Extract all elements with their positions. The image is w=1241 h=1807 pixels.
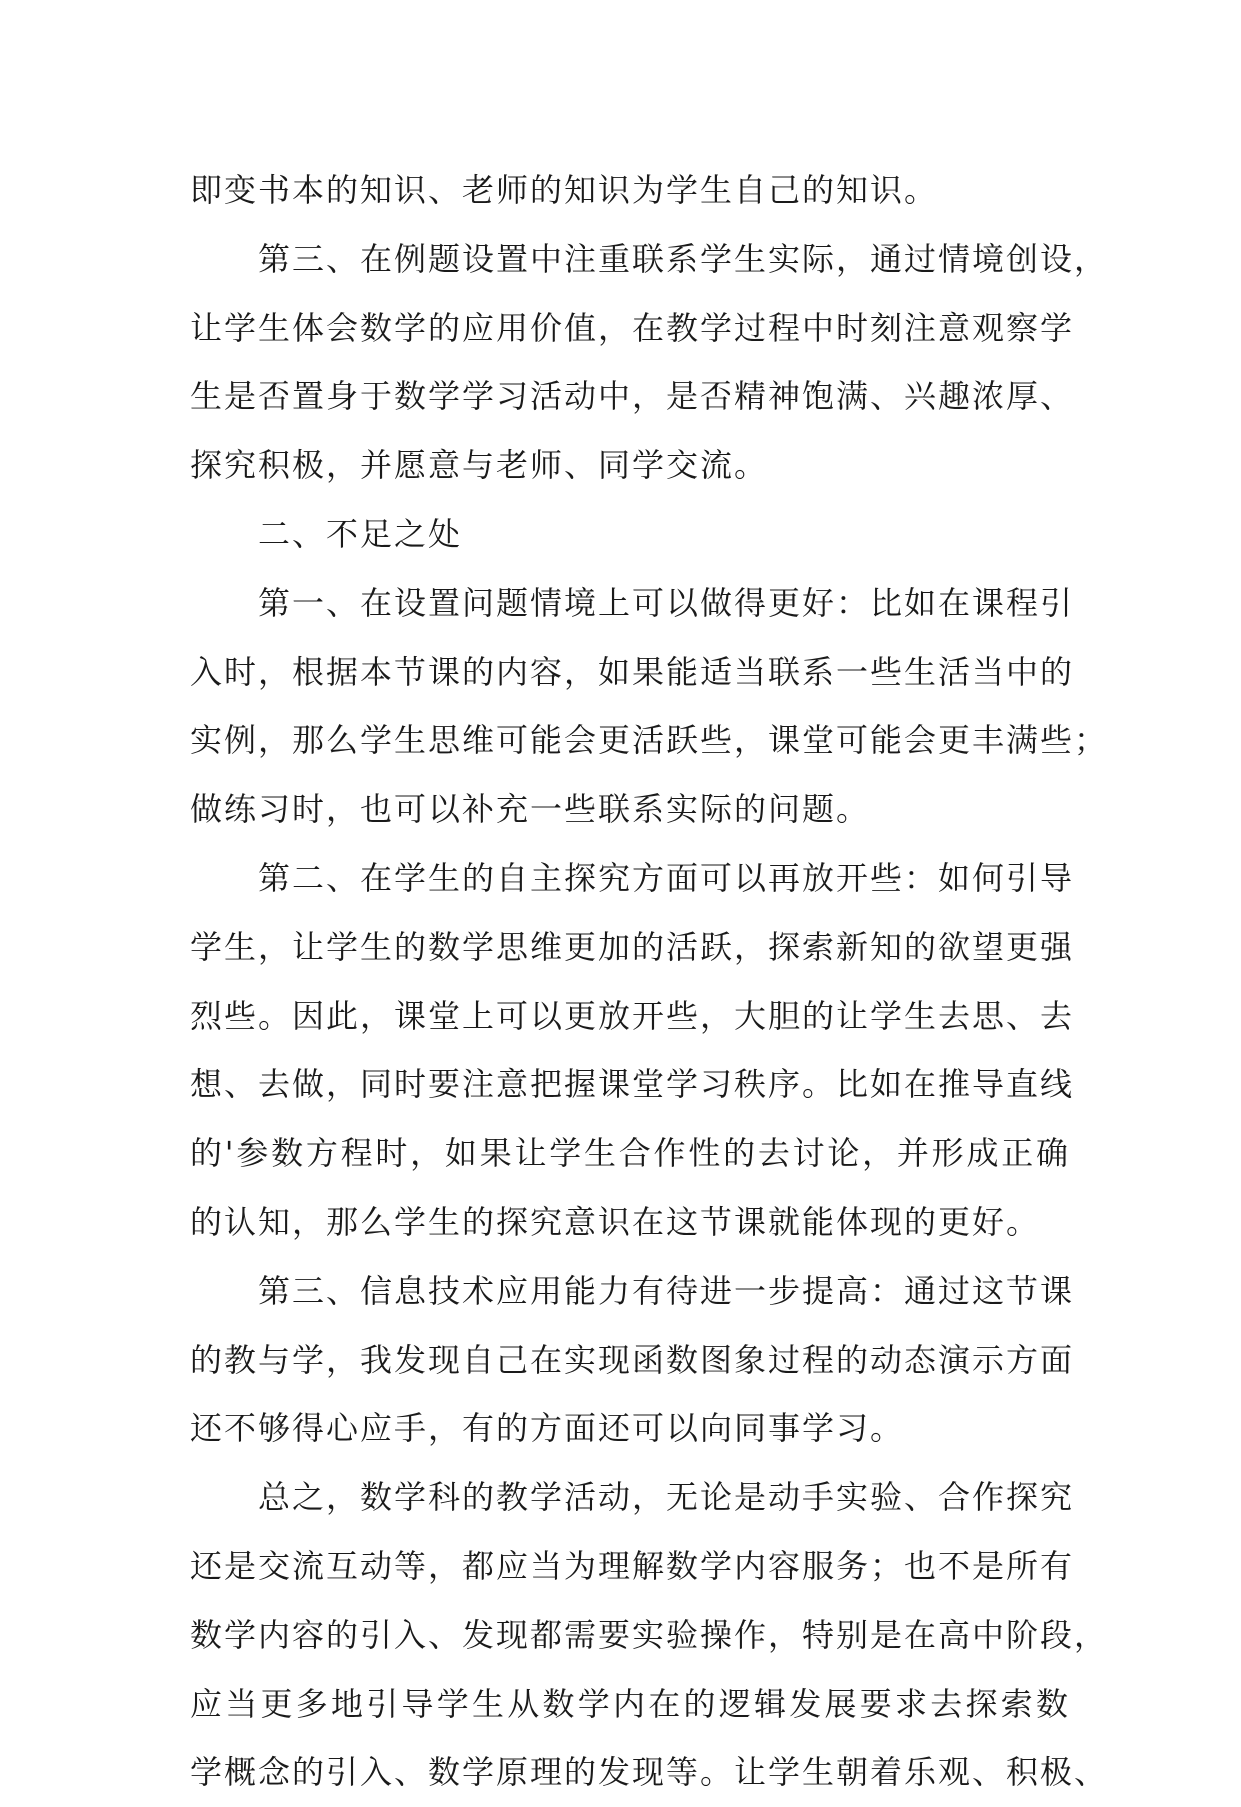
text-line: 的教与学，我发现自己在实现函数图象过程的动态演示方面 (190, 1340, 1075, 1379)
text-line: 学生，让学生的数学思维更加的活跃，探索新知的欲望更强 (190, 927, 1075, 966)
text-line: 总之，数学科的教学活动，无论是动手实验、合作探究 (258, 1478, 1075, 1517)
text-line: 还是交流互动等，都应当为理解数学内容服务；也不是所有 (190, 1546, 1075, 1585)
text-line: 数学内容的引入、发现都需要实验操作，特别是在高中阶段， (190, 1615, 1109, 1654)
section-heading: 二、不足之处 (258, 514, 463, 553)
text-line: 第三、在例题设置中注重联系学生实际，通过情境创设， (258, 239, 1109, 278)
text-line: 即变书本的知识、老师的知识为学生自己的知识。 (190, 171, 939, 209)
text-line: 第一、在设置问题情境上可以做得更好：比如在课程引 (258, 583, 1075, 622)
text-line: 生是否置身于数学学习活动中，是否精神饱满、兴趣浓厚、 (190, 377, 1075, 416)
text-line: 入时，根据本节课的内容，如果能适当联系一些生活当中的 (190, 652, 1075, 691)
text-line: 还不够得心应手，有的方面还可以向同事学习。 (190, 1409, 905, 1448)
text-line: 实例，那么学生思维可能会更活跃些，课堂可能会更丰满些； (190, 721, 1109, 760)
text-line: 想、去做，同时要注意把握课堂学习秩序。比如在推导直线 (190, 1065, 1075, 1104)
text-line: 第三、信息技术应用能力有待进一步提高：通过这节课 (258, 1271, 1075, 1310)
text-line: 让学生体会数学的应用价值，在教学过程中时刻注意观察学 (190, 308, 1075, 347)
text-line: 做练习时，也可以补充一些联系实际的问题。 (190, 790, 871, 829)
body-text (190, 156, 1109, 1807)
text-line: 学概念的引入、数学原理的发现等。让学生朝着乐观、积极、 (190, 1753, 1109, 1792)
text-line: 第二、在学生的自主探究方面可以再放开些：如何引导 (258, 858, 1075, 897)
text-line: 烈些。因此，课堂上可以更放开些，大胆的让学生去思、去 (190, 996, 1075, 1035)
text-line: 的'参数方程时，如果让学生合作性的去讨论，并形成正确 (190, 1134, 1070, 1173)
text-line: 的认知，那么学生的探究意识在这节课就能体现的更好。 (190, 1202, 1041, 1241)
text-line: 探究积极，并愿意与老师、同学交流。 (190, 446, 769, 485)
text-line: 应当更多地引导学生从数学内在的逻辑发展要求去探索数 (190, 1684, 1070, 1723)
